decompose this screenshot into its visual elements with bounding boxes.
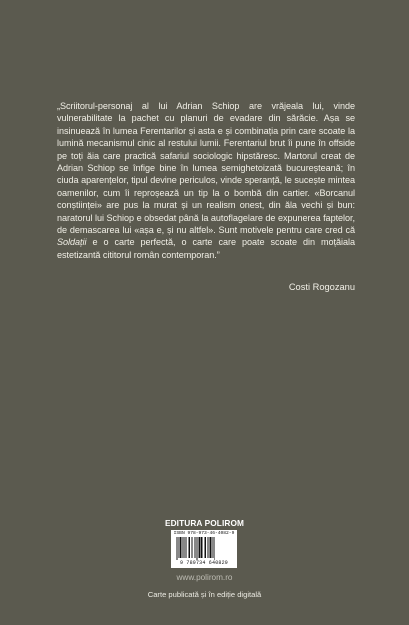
barcode-bar — [177, 537, 178, 560]
blurb-text-part1: „Scriitorul-personaj al lui Adrian Schiop are vrăjeala lui, vinde vulnerabilitate la pachet cu planuri de evadare din sărăcie. Așa se insinuează în lumea Ferentarilor și asta e și combinația prin care scoate la lumină mecanismul cinic al restului lumii. Ferentariul brut îi pune în offside pe toți ăia care practică safariul sociologic hipstăresc. Martorul creat de Adrian Schiop se înfige bine în lumea semighetoizată bucureșteană; în ciuda aparențelor, tipul devine periculos, vinde speranță, le sucește mintea oamenilor, cum îi reproșează un tip la o bombă din cartier. «Borcanul conștiinței» are pus la murat și un realism onest, din ăla vechi și bun: naratorul lui Schiop e obsedat până la autoflagelare de expunerea faptelor, de demascarea lui «așa e, și nu altfel». Sunt motivele pentru care cred că — [57, 101, 355, 236]
blurb-author: Costi Rogozanu — [288, 282, 355, 292]
barcode-bar — [204, 537, 205, 558]
barcode-bar — [205, 537, 206, 558]
barcode-bar — [189, 537, 190, 558]
isbn-digits: 9 789734 640829 — [179, 560, 228, 566]
barcode-bar — [194, 537, 195, 558]
barcode-bar — [188, 537, 189, 558]
barcode-bar — [185, 537, 186, 558]
back-cover-blurb — [57, 100, 355, 261]
barcode-bar — [213, 537, 214, 558]
isbn-barcode — [171, 530, 237, 568]
barcode-bar — [191, 537, 192, 558]
barcode-bar — [203, 537, 204, 558]
barcode-bar — [182, 537, 183, 558]
barcode-bar — [212, 537, 213, 558]
barcode-bar — [196, 537, 197, 558]
barcode-bar — [176, 537, 177, 560]
digital-edition-note: Carte publicată și în ediție digitală — [147, 590, 262, 599]
publisher-website: www.polirom.ro — [176, 573, 233, 582]
blurb-text-part2: e o carte perfectă, o carte care poate scoate din moțăiala estetizantă cititorul român contemporan.” — [57, 237, 355, 260]
barcode-bar — [192, 537, 193, 558]
barcode-bar — [210, 537, 212, 558]
barcode-bar — [179, 537, 180, 558]
barcode-bar — [197, 537, 198, 560]
barcode-bar — [201, 537, 203, 558]
barcode-bars-icon — [176, 537, 232, 560]
isbn-label: ISBN 978-973-46-4082-9 — [173, 531, 235, 536]
barcode-bar — [214, 537, 215, 560]
book-title: Soldații — [57, 237, 87, 248]
barcode-bar — [199, 537, 200, 558]
barcode-bar — [183, 537, 184, 558]
barcode-bar — [198, 537, 199, 558]
barcode-bar — [186, 537, 187, 558]
barcode-bar — [207, 537, 208, 558]
barcode-bar — [180, 537, 182, 558]
barcode-bar — [208, 537, 209, 558]
publisher-name: EDITURA POLIROM — [164, 518, 245, 528]
